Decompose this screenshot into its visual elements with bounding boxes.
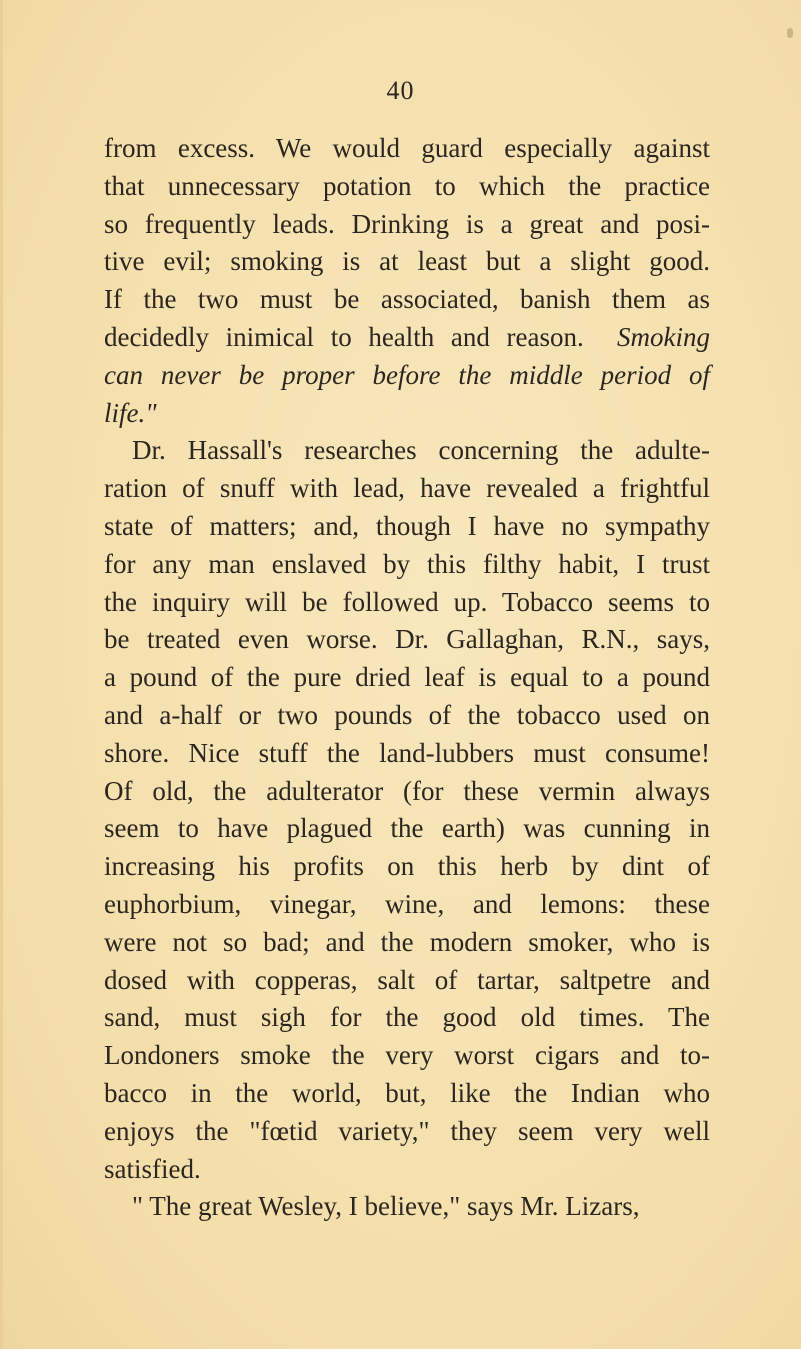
- text-line: that unnecessary potation to which the practice: [104, 170, 710, 201]
- text-line: from excess. We would guard especially against: [104, 133, 710, 163]
- text-line: be treated even worse. Dr. Gallaghan, R.N., says,: [104, 624, 710, 655]
- text-line: If the two must be associated, banish them as: [104, 284, 710, 315]
- text-line: [104, 319, 710, 357]
- italic-text: Smoking: [617, 321, 710, 352]
- text-line: the inquiry will be followed up. Tobacco seems to: [104, 586, 710, 617]
- text-line: ration of snuff with lead, have revealed a frightful: [104, 473, 710, 504]
- text-segment: decidedly inimical to health and reason.: [104, 321, 584, 352]
- text-line: dosed with copperas, salt of tartar, saltpetre and: [104, 964, 710, 995]
- text-line: so frequently leads. Drinking is a great and posi-: [104, 208, 710, 239]
- text-line: a pound of the pure dried leaf is equal to a pound: [104, 662, 710, 693]
- text-line: and a-half or two pounds of the tobacco used on: [104, 699, 710, 730]
- page-number: 40: [386, 76, 415, 105]
- text-line: Of old, the adulterator (for these vermin always: [104, 775, 710, 806]
- text-line: shore. Nice stuff the land-lubbers must consume!: [104, 737, 710, 768]
- text-line: " The great Wesley, I believe," says Mr. Lizars,: [132, 1191, 640, 1222]
- text-line: enjoys the "fœtid variety," they seem very well: [104, 1115, 710, 1146]
- text-line: were not so bad; and the modern smoker, who is: [104, 926, 710, 957]
- page-edge-mark: [0, 0, 3, 1349]
- page-edge-mark: [787, 28, 793, 38]
- text-line: increasing his profits on this herb by dint of: [104, 851, 710, 882]
- text-line: Dr. Hassall's researches concerning the adulte-: [132, 435, 710, 466]
- text-line: euphorbium, vinegar, wine, and lemons: these: [104, 888, 710, 919]
- text-line: sand, must sigh for the good old times. The: [104, 1002, 710, 1033]
- text-line: for any man enslaved by this filthy habit, I trust: [104, 548, 710, 579]
- text-line: satisfied.: [104, 1153, 201, 1184]
- text-line: tive evil; smoking is at least but a slight good.: [104, 246, 710, 277]
- italic-text-line: life.": [104, 397, 157, 428]
- body-text: [104, 130, 710, 1226]
- text-line: seem to have plagued the earth) was cunning in: [104, 813, 710, 844]
- text-line: Londoners smoke the very worst cigars and to-: [104, 1040, 710, 1071]
- text-line: state of matters; and, though I have no sympathy: [104, 510, 710, 541]
- text-line: bacco in the world, but, like the Indian who: [104, 1077, 710, 1108]
- italic-text-line: can never be proper before the middle period of: [104, 359, 710, 390]
